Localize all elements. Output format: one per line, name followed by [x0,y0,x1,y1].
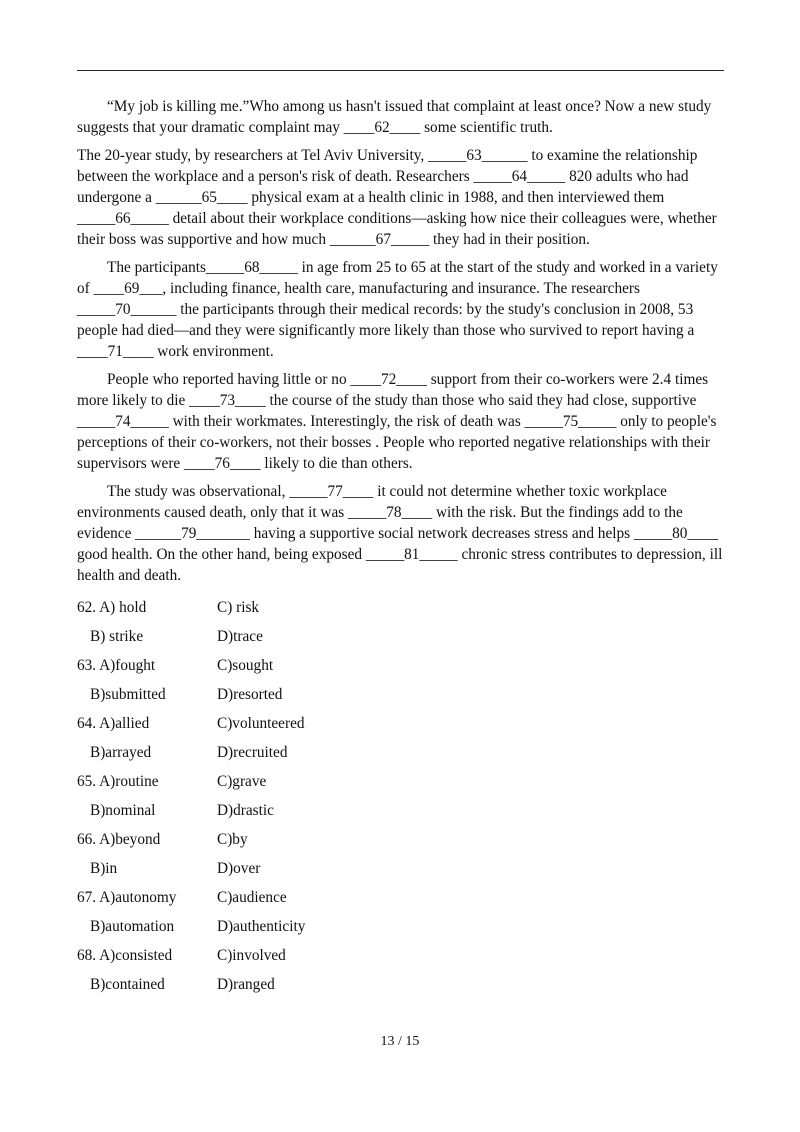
option-68-b: B)contained [90,976,165,993]
option-64-c: C)volunteered [217,715,305,732]
page-number: 13 / 15 [380,1034,420,1049]
question-65-row-2 [77,796,727,825]
paragraph-findings: People who reported having little or no ____72____ support from their co-workers were 2.4 times more likely to die ____73____ the course of the study than those who said they had close, supportive _____74_____ with their workmates. Interestingly, the risk of death was _____75_____ only to people's perceptions of their co-workers, not their bosses . People who reported negative relationships with their supervisors were ____76____ likely to die than others. [77,371,717,472]
paragraph-study: The 20-year study, by researchers at Tel Aviv University, _____63______ to examine the relationship between the workplace and a person's risk of death. Researchers _____64_____ 820 adults who had undergone a ______65____ physical exam at a health clinic in 1988, and then interviewed them _____66_____ detail about their workplace conditions—asking how nice their colleagues were, whether their boss was supportive and how much ______67_____ they had in their position. [77,147,717,248]
question-66-row-2 [77,854,727,883]
question-68-row-1 [77,941,727,970]
option-63-a: 63. A)fought [77,657,156,674]
option-63-b: B)submitted [90,686,166,703]
option-65-c: C)grave [217,773,267,790]
question-67-row-1 [77,883,727,912]
option-62-c: C) risk [217,599,260,616]
answer-options [77,593,727,999]
option-65-d: D)drastic [217,802,274,819]
option-68-c: C)involved [217,947,286,964]
option-62-d: D)trace [217,628,263,645]
option-67-c: C)audience [217,889,287,906]
option-65-a: 65. A)routine [77,773,159,790]
question-68-row-2 [77,970,727,999]
option-64-a: 64. A)allied [77,715,150,732]
option-68-a: 68. A)consisted [77,947,173,964]
option-64-d: D)recruited [217,744,288,761]
option-66-c: C)by [217,831,248,848]
option-64-b: B)arrayed [90,744,152,761]
question-62-row-1 [77,593,727,622]
option-65-b: B)nominal [90,802,156,819]
paragraph-conclusion: The study was observational, _____77____ it could not determine whether toxic workplace environments caused death, only that it was _____78____ with the risk. But the findings add to the evidence ______79_______ having a supportive social network decreases stress and helps _____80____ good health. On the other hand, being exposed _____81_____ chronic stress contributes to depression, ill health and death. [77,483,723,584]
document-body [77,96,727,999]
option-66-a: 66. A)beyond [77,831,161,848]
question-64-row-1 [77,709,727,738]
option-66-b: B)in [90,860,118,877]
header-rule [77,70,724,71]
option-62-b: B) strike [90,628,144,645]
option-67-a: 67. A)autonomy [77,889,177,906]
option-63-d: D)resorted [217,686,283,703]
question-63-row-2 [77,680,727,709]
question-67-row-2 [77,912,727,941]
paragraph-intro: “My job is killing me.”Who among us hasn't issued that complaint at least once? Now a new study suggests that your dramatic complaint may ____62____ some scientific truth. [77,98,712,136]
question-66-row-1 [77,825,727,854]
option-67-d: D)authenticity [217,918,306,935]
question-62-row-2 [77,622,727,651]
question-65-row-1 [77,767,727,796]
option-67-b: B)automation [90,918,175,935]
option-62-a: 62. A) hold [77,599,147,616]
question-63-row-1 [77,651,727,680]
option-68-d: D)ranged [217,976,275,993]
paragraph-participants: The participants_____68_____ in age from 25 to 65 at the start of the study and worked in a variety of ____69___, including finance, health care, manufacturing and insurance. The researchers _____70______ the participants through their medical records: by the study's conclusion in 2008, 53 people had died—and they were significantly more likely than those who survived to report having a ____71____ work environment. [77,259,718,360]
question-64-row-2 [77,738,727,767]
option-66-d: D)over [217,860,261,877]
option-63-c: C)sought [217,657,274,674]
